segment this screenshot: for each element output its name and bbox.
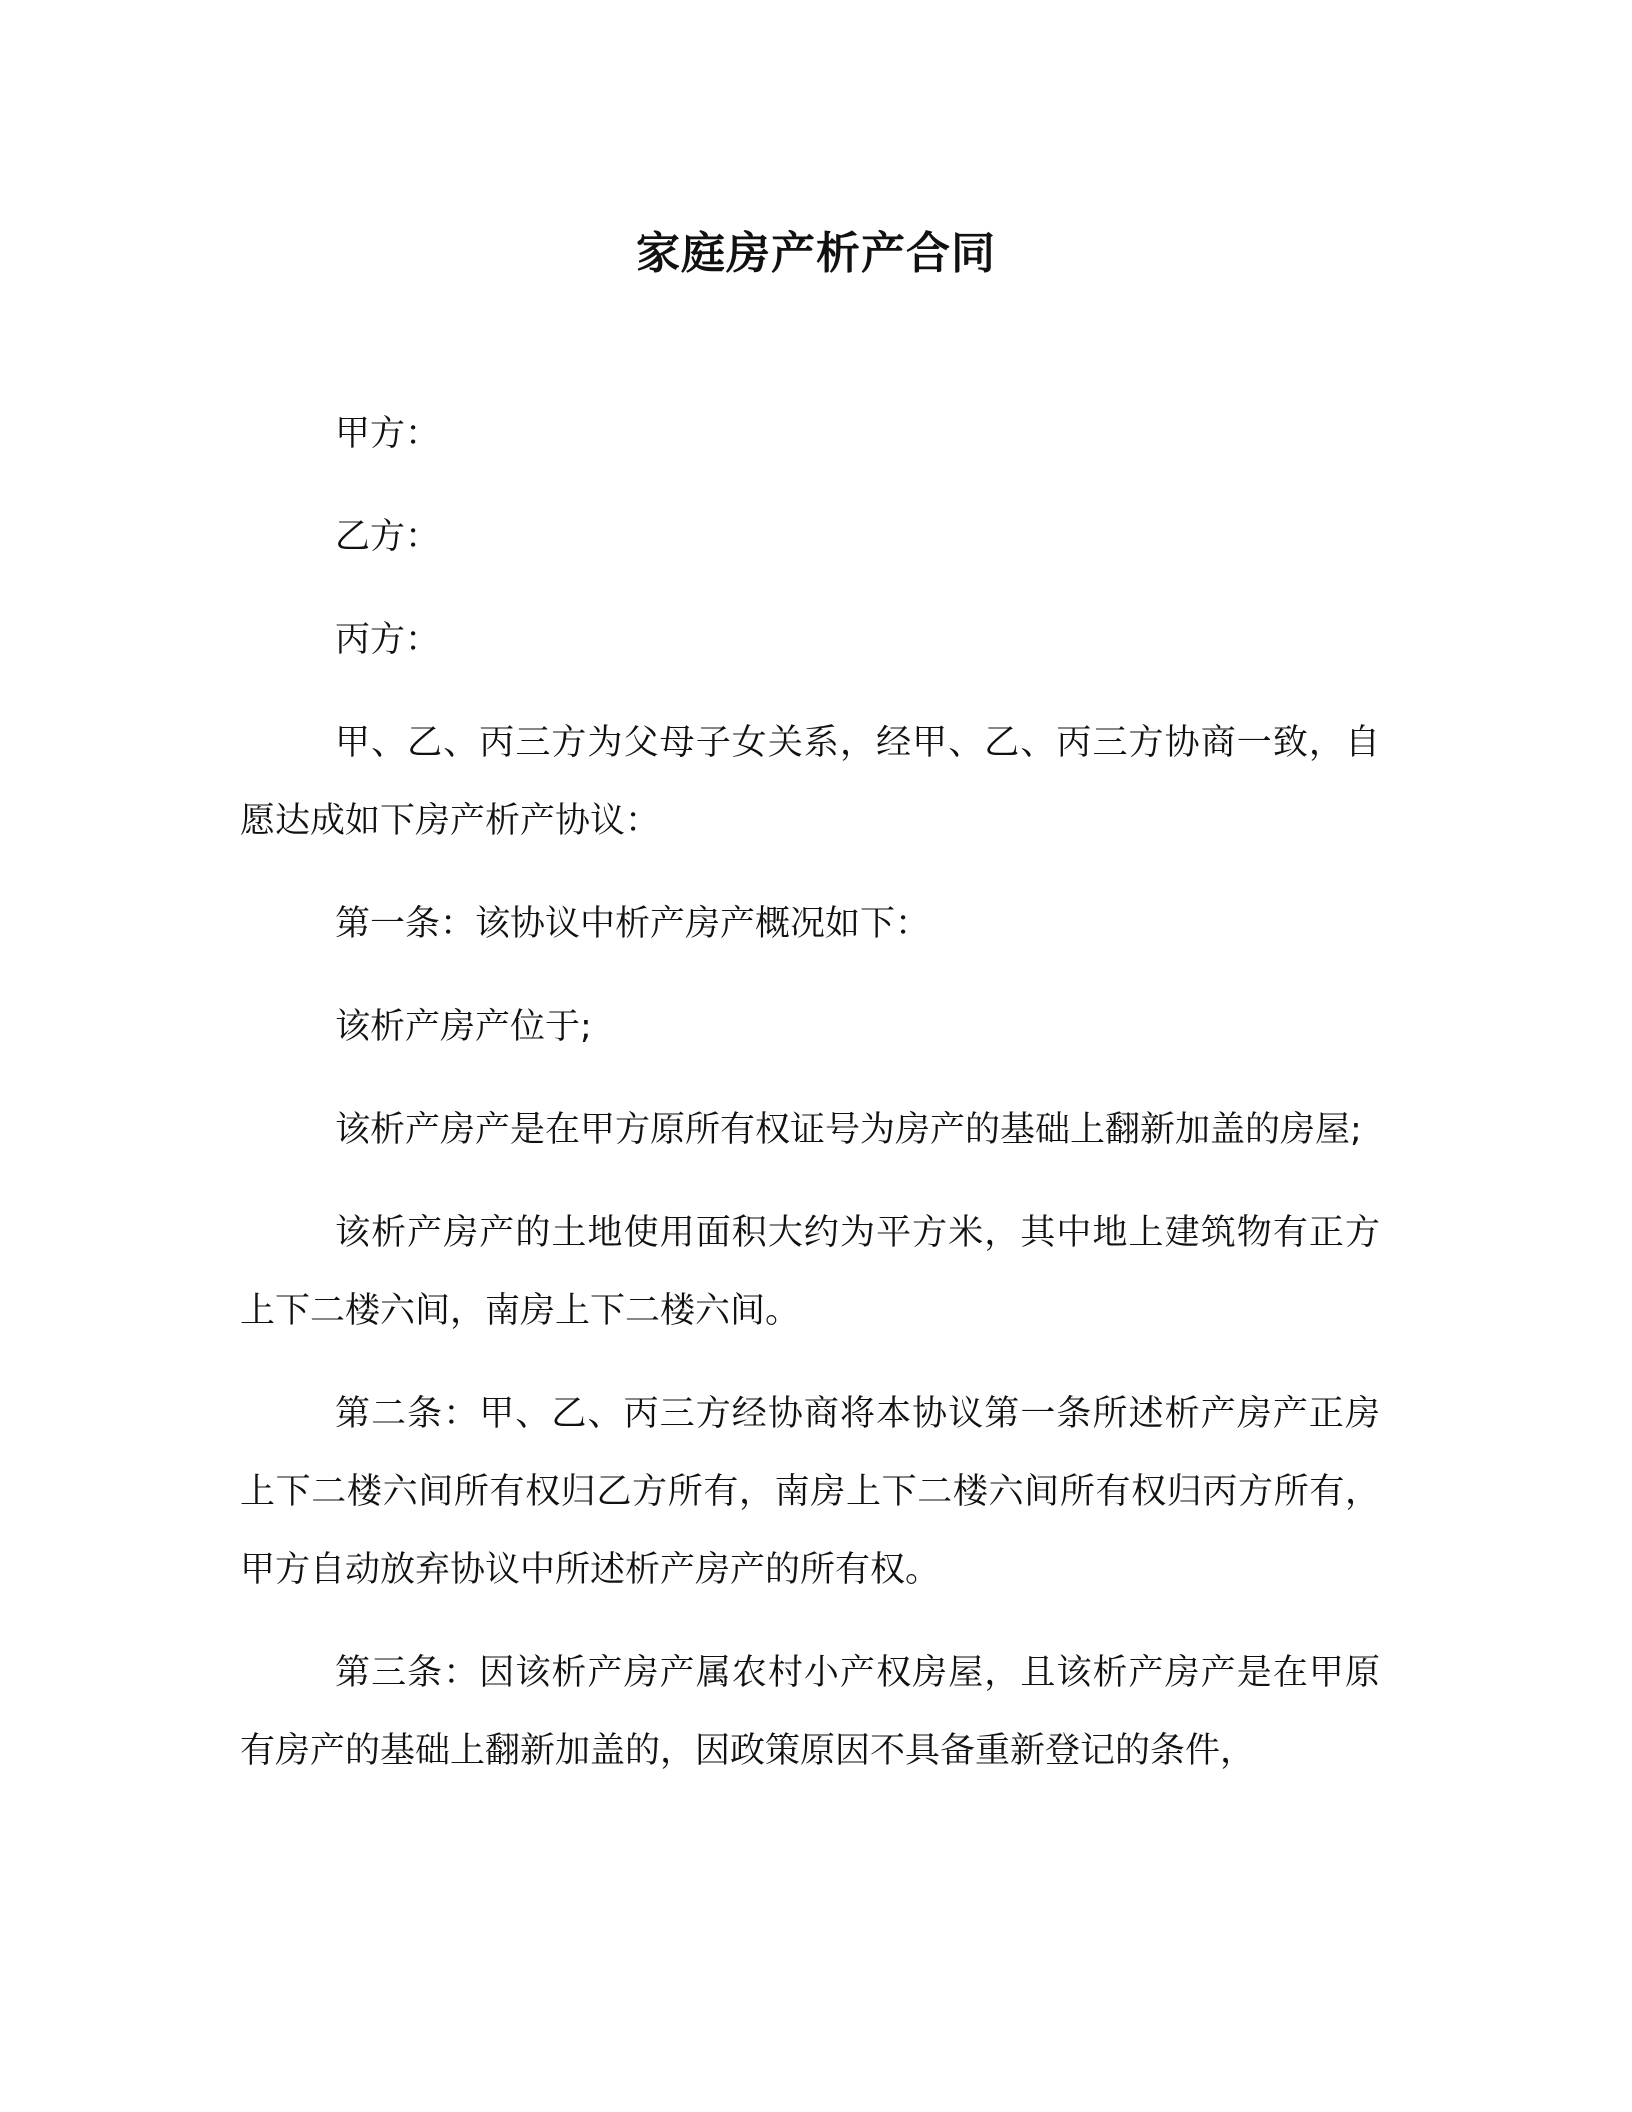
party-a-line: 甲方：	[335, 414, 441, 454]
article-one-heading: 第一条：该协议中析产房产概况如下：	[335, 904, 931, 944]
property-location: 该析产房产位于;	[335, 1007, 592, 1047]
document-body	[240, 395, 1380, 1815]
preamble-paragraph: 甲、乙、丙三方为父母子女关系，经甲、乙、丙三方协商一致，自愿达成如下房产析产协议：	[240, 723, 1380, 841]
property-origin: 该析产房产是在甲方原所有权证号为房产的基础上翻新加盖的房屋;	[335, 1110, 1362, 1150]
document-title: 家庭房产析产合同	[636, 228, 996, 279]
party-c-line: 丙方：	[335, 620, 441, 660]
property-area: 该析产房产的土地使用面积大约为平方米，其中地上建筑物有正方上下二楼六间，南房上下二楼六间。	[240, 1213, 1380, 1331]
article-three: 第三条：因该析产房产属农村小产权房屋，且该析产房产是在甲原有房产的基础上翻新加盖的，因政策原因不具备重新登记的条件，	[240, 1653, 1380, 1771]
party-b-line: 乙方：	[335, 517, 441, 557]
article-two: 第二条：甲、乙、丙三方经协商将本协议第一条所述析产房产正房上下二楼六间所有权归乙方所有，南房上下二楼六间所有权归丙方所有，甲方自动放弃协议中所述析产房产的所有权。	[240, 1394, 1380, 1590]
